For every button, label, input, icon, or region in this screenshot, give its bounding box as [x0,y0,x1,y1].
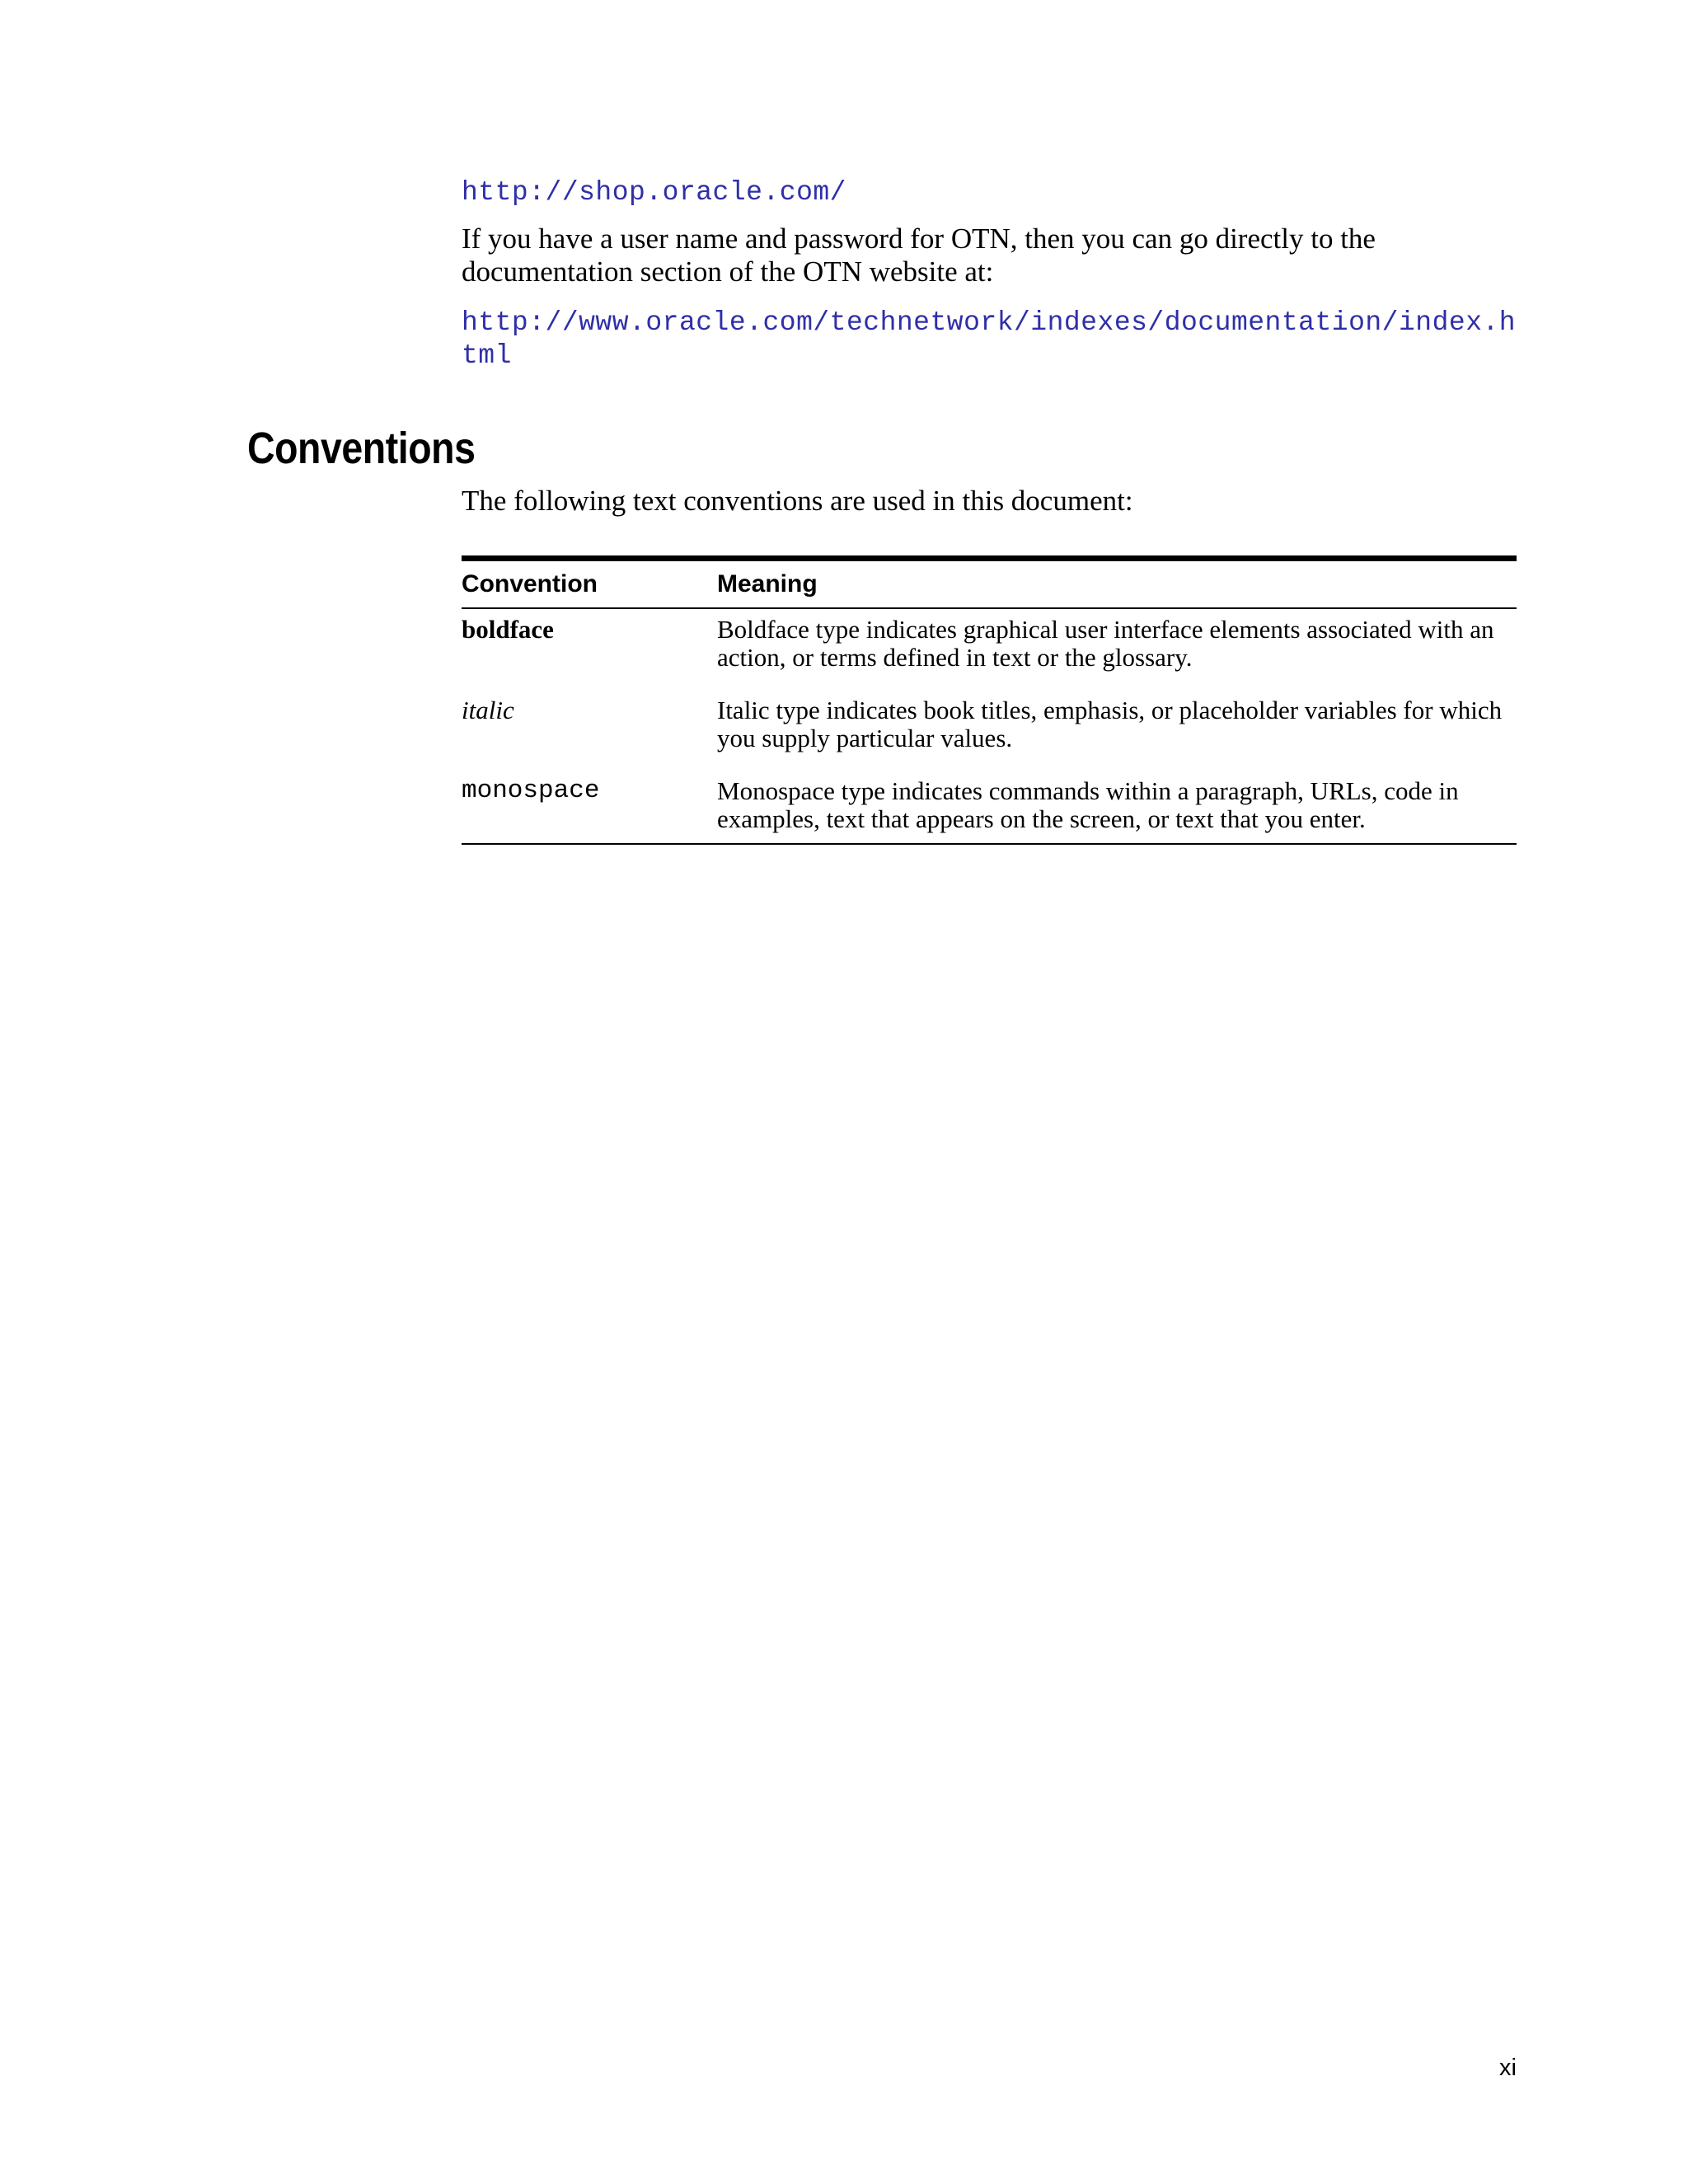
link-oracle-shop[interactable]: http://shop.oracle.com/ [462,177,846,208]
otn-paragraph: If you have a user name and password for OTN, then you can go directly to the documentation section of the OTN website at: [462,223,1376,288]
conventions-intro-paragraph: The following text conventions are used in this document: [462,485,1133,517]
table-row [462,688,1517,769]
table-row [462,769,1517,844]
meaning-cell: Boldface type indicates graphical user interface elements associated with an action, or terms defined in text or the glossary. [717,615,1494,672]
link-otn-documentation[interactable]: http://www.oracle.com/technetwork/indexes/documentation/index.html [462,307,1517,371]
column-header-convention: Convention [462,559,717,609]
meaning-cell: Italic type indicates book titles, emphasis, or placeholder variables for which you supply particular values. [717,696,1503,752]
page-number: xi [1499,2055,1517,2081]
convention-cell-italic: italic [462,696,514,724]
convention-cell-monospace: monospace [462,776,600,805]
table-row [462,608,1517,688]
section-heading-conventions: Conventions [247,424,476,473]
conventions-table [462,555,1517,845]
convention-cell-boldface: boldface [462,615,554,644]
column-header-meaning: Meaning [717,559,1517,609]
table-header-row [462,559,1517,609]
meaning-cell: Monospace type indicates commands within a paragraph, URLs, code in examples, text that appears on the screen, or text that you enter. [717,776,1459,833]
